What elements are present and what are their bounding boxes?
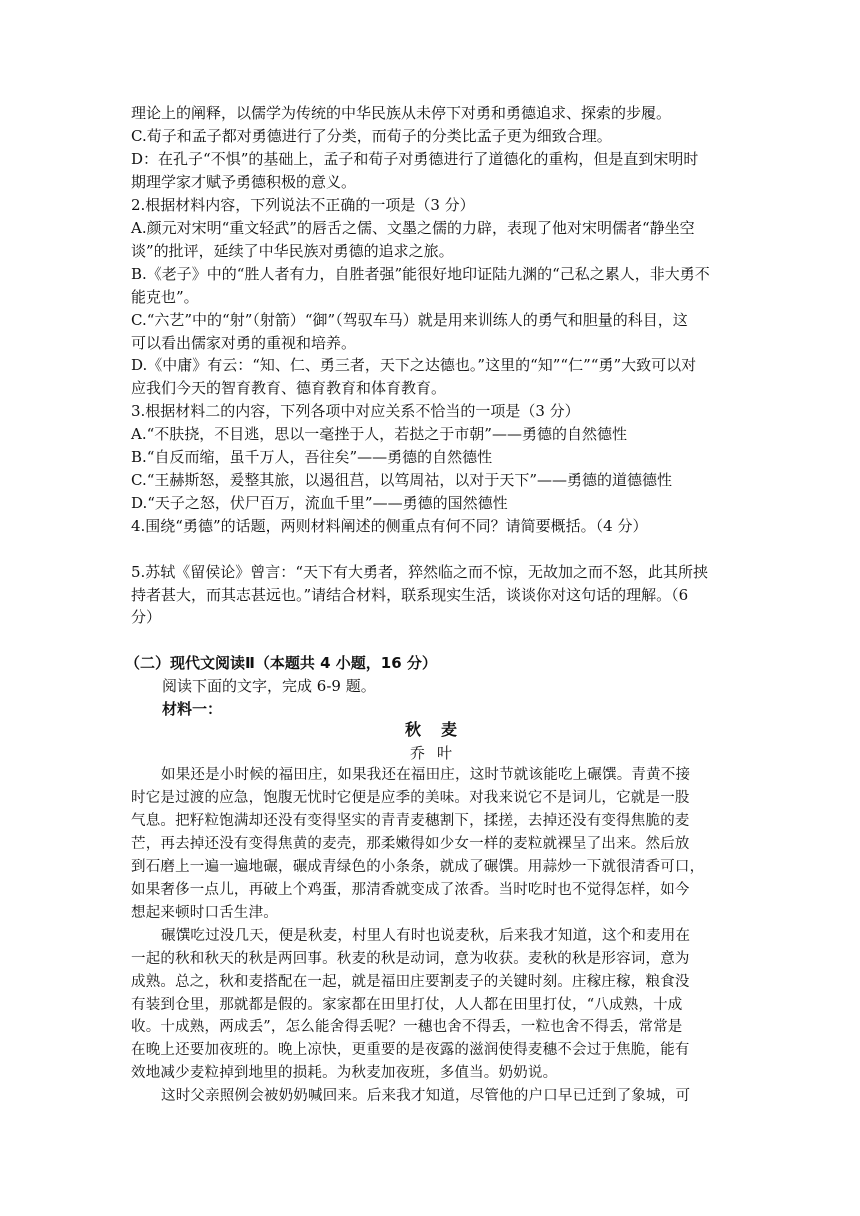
text-line: 期理学家才赋予勇德积极的意义。 — [131, 173, 357, 191]
option-d: D.《中庸》有云：“知、仁、勇三者，天下之达德也。”这里的“知”“仁”“勇”大致可以对 — [131, 356, 697, 374]
paragraph-line: 有装到仓里，那就都是假的。家家都在田里打仗，人人都在田里打仗，“八成熟，十成 — [131, 997, 683, 1013]
text-line: 理论上的阐释，以儒学为传统的中华民族从未停下对勇和勇德追求、探索的步履。 — [131, 104, 672, 122]
section-instruction: 阅读下面的文字，完成 6-9 题。 — [162, 677, 376, 695]
paragraph-line: 想起来顿时口舌生津。 — [131, 905, 278, 921]
question-3: 3.根据材料二的内容，下列各项中对应关系不恰当的一项是（3 分） — [131, 402, 580, 420]
option-c: C.“六艺”中的“射”（射箭）“御”（驾驭车马）就是用来训练人的勇气和胆量的科目，这 — [131, 311, 688, 329]
option-d: D：在孔子“不惧”的基础上，孟子和荀子对勇德进行了道德化的重构，但是直到宋明时 — [131, 150, 699, 168]
paragraph-line: 到石磨上一遍一遍地碾，碾成青绿色的小条条，就成了碾馔。用蒜炒一下就很清香可口， — [131, 859, 705, 875]
paragraph-line: 这时父亲照例会被奶奶喊回来。后来我才知道，尽管他的户口早已迁到了象城，可 — [161, 1088, 691, 1104]
material-label: 材料一： — [162, 700, 223, 718]
option-a: A.颜元对宋明“重文轻武”的唇舌之儒、文墨之儒的力辟，表现了他对宋明儒者“静坐空 — [131, 219, 695, 237]
option-b: B.“自反而缩，虽千万人，吾往矣”——勇德的自然德性 — [131, 448, 493, 466]
article-author: 乔叶 — [409, 744, 464, 762]
paragraph-line: 碾馔吃过没几天，便是秋麦，村里人有时也说麦秋，后来我才知道，这个和麦用在 — [161, 928, 691, 944]
text-line: 谈”的批评，延续了中华民族对勇德的追求之旅。 — [131, 242, 454, 260]
paragraph-line: 时它是过渡的应急，饱腹无忧时它便是应季的美味。对我来说它不是词儿，它就是一股 — [131, 790, 690, 806]
text-line: 应我们今天的智育教育、德育教育和体育教育。 — [131, 379, 447, 397]
option-c: C.“王赫斯怒，爰整其旅，以遏徂莒，以笃周祜，以对于天下”——勇德的道德德性 — [131, 471, 673, 489]
question-2: 2.根据材料内容，下列说法不正确的一项是（3 分） — [131, 196, 475, 214]
paragraph-line: 在晚上还要加夜班的。晚上凉快，更重要的是夜露的滋润使得麦穗不会过于焦脆，能有 — [131, 1042, 690, 1058]
option-b: B.《老子》中的“胜人者有力，自胜者强”能很好地印证陆九渊的“己私之累人，非大勇不 — [131, 265, 710, 283]
option-d: D.“天子之怒，伏尸百万，流血千里”——勇德的国然德性 — [131, 494, 508, 512]
paragraph-line: 一起的秋和秋天的秋是两回事。秋麦的秋是动词，意为收获。麦秋的秋是形容词，意为 — [131, 951, 690, 967]
section-heading: （二）现代文阅读Ⅱ（本题共 4 小题，16 分） — [125, 654, 437, 672]
text-line: 持者甚大，而其志甚远也。”请结合材料，联系现实生活，谈谈你对这句话的理解。（6 — [131, 586, 689, 604]
paragraph-line: 如果还是小时候的福田庄，如果我还在福田庄，这时节就该能吃上碾馔。青黄不接 — [161, 767, 691, 783]
option-a: A.“不肤挠，不目逃，思以一毫挫于人，若挞之于市朝”——勇德的自然德性 — [131, 425, 627, 443]
text-line: 分） — [131, 608, 162, 626]
paragraph-line: 如果奢侈一点儿，再破上个鸡蛋，那清香就变成了浓香。当时吃时也不觉得怎样，如今 — [131, 882, 690, 898]
question-4: 4.围绕“勇德”的话题，两则材料阐述的侧重点有何不同？请简要概括。（4 分） — [131, 517, 648, 535]
article-title: 秋麦 — [404, 720, 477, 739]
paragraph-line: 成熟。总之，秋和麦搭配在一起，就是福田庄要割麦子的关键时刻。庄稼庄稼，粮食没 — [131, 974, 690, 990]
question-5: 5.苏轼《留侯论》曾言：“天下有大勇者，猝然临之而不惊，无故加之而不怒，此其所挟 — [131, 563, 708, 581]
text-line: 可以看出儒家对勇的重视和培养。 — [131, 334, 357, 352]
paragraph-line: 芒，再去掉还没有变得焦黄的麦壳，那柔嫩得如少女一样的麦粒就裸呈了出来。然后放 — [131, 836, 690, 852]
paragraph-line: 气息。把籽粒饱满却还没有变得坚实的青青麦穗割下，揉搓，去掉还没有变得焦脆的麦 — [131, 813, 690, 829]
text-line: 能克也”。 — [131, 288, 199, 306]
option-c: C.荀子和孟子都对勇德进行了分类，而荀子的分类比孟子更为细致合理。 — [131, 127, 612, 145]
paragraph-line: 效地减少麦粒掉到地里的损耗。为秋麦加夜班，多值当。奶奶说。 — [131, 1065, 558, 1081]
paragraph-line: 收。十成熟，两成丢”，怎么能舍得丢呢？一穗也舍不得丢，一粒也舍不得丢，常常是 — [131, 1019, 683, 1035]
